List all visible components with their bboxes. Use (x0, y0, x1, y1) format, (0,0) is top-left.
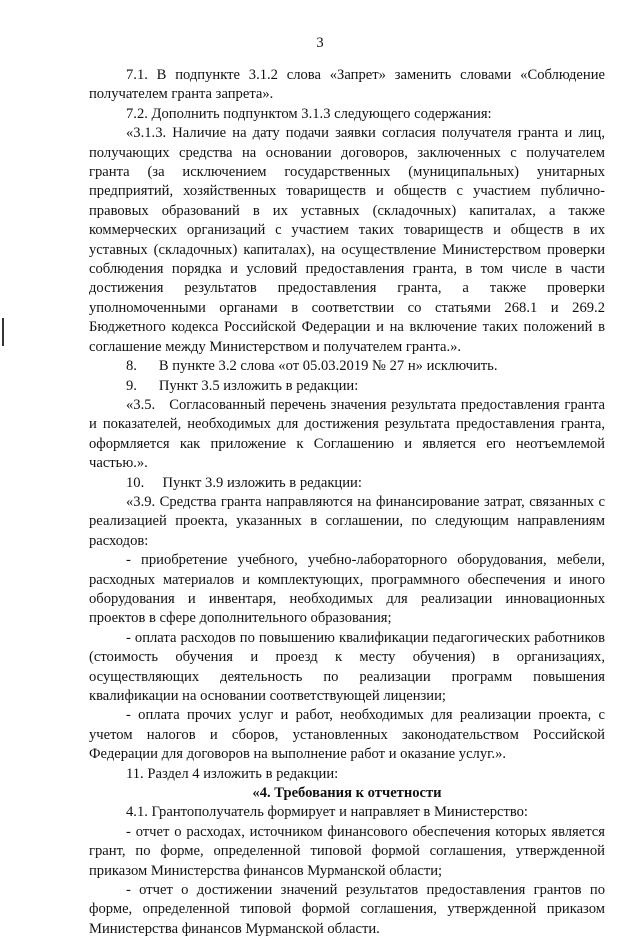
paragraph-4-1: 4.1. Грантополучатель формирует и направляет в Министерство: (126, 804, 528, 821)
paragraph-9: 9. Пункт 3.5 изложить в редакции: (126, 377, 359, 394)
section-heading: «4. Требования к отчетности (252, 785, 442, 802)
paragraph-8: 8. В пункте 3.2 слова «от 05.03.2019 № 27 н» исключить. (126, 358, 498, 375)
paragraph-10: 10. Пункт 3.9 изложить в редакции: (126, 474, 362, 491)
paragraph-11: 11. Раздел 4 изложить в редакции: (126, 765, 339, 782)
paragraph-3-1-3: «3.1.3. Наличие на дату подачи заявки согласия получателя гранта и лиц, получающих средства на основании договоров, заключенных с получателем гранта (за исключением государственных (муниципальных) унитарных предприятий, хозяйственных товариществ и обществ с участием публично-правовых образований в их уставных (складочных) капиталах, а также коммерческих организаций с участием таких товариществ и обществ в их уставных (складочных) капиталах), на осуществление Министерством проверки соблюдения порядка и условий предоставления гранта, в том числе в части достижения результатов предоставления гранта, а также проверки уполномоченными органами в соответствии со статьями 268.1 и 269.2 Бюджетного кодекса Российской Федерации и на включение таких положений в соглашение между Министерством и получателем гранта.». (89, 125, 605, 355)
margin-mark (2, 318, 4, 346)
document-body (89, 66, 609, 939)
list-item-services: - оплата прочих услуг и работ, необходимых для реализации проекта, с учетом налогов и сборов, установленных законодательством Российской Федерации для договоров на выполнение работ и оказание услуг.». (89, 707, 605, 763)
page-number: 3 (316, 35, 324, 51)
list-item-results-report: - отчет о достижении значений результатов предоставления грантов по форме, определенной типовой формой соглашения, утвержденной приказом Министерства финансов Мурманской области. (89, 882, 605, 937)
paragraph-7-1: 7.1. В подпункте 3.1.2 слова «Запрет» заменить словами «Соблюдение получателем гранта запрета». (89, 67, 605, 103)
list-item-equipment: - приобретение учебного, учебно-лабораторного оборудования, мебели, расходных материалов и комплектующих, программного обеспечения и иного оборудования и инвентаря, необходимых для реализации инновационных проектов в сфере дополнительного образования; (89, 552, 605, 627)
list-item-expense-report: - отчет о расходах, источником финансового обеспечения которых является грант, по форме, определенной типовой формой соглашения, утвержденной приказом Министерства финансов Мурманской области; (89, 823, 605, 879)
paragraph-7-2: 7.2. Дополнить подпунктом 3.1.3 следующего содержания: (126, 105, 492, 122)
list-item-training: - оплата расходов по повышению квалификации педагогических работников (стоимость обучения и проезд к месту обучения) в организациях, осуществляющих деятельность по реализации программ повышения квалификации на основании соответствующей лицензии; (89, 629, 605, 704)
paragraph-3-9: «3.9. Средства гранта направляются на финансирование затрат, связанных с реализацией проекта, указанных в соглашении, по следующим направлениям расходов: (89, 493, 605, 549)
paragraph-3-5: «3.5. Согласованный перечень значения результата предоставления гранта и показателей, необходимых для достижения результата предоставления гранта, оформляется как приложение к Соглашению и является его неотъемлемой частью.». (89, 396, 609, 472)
